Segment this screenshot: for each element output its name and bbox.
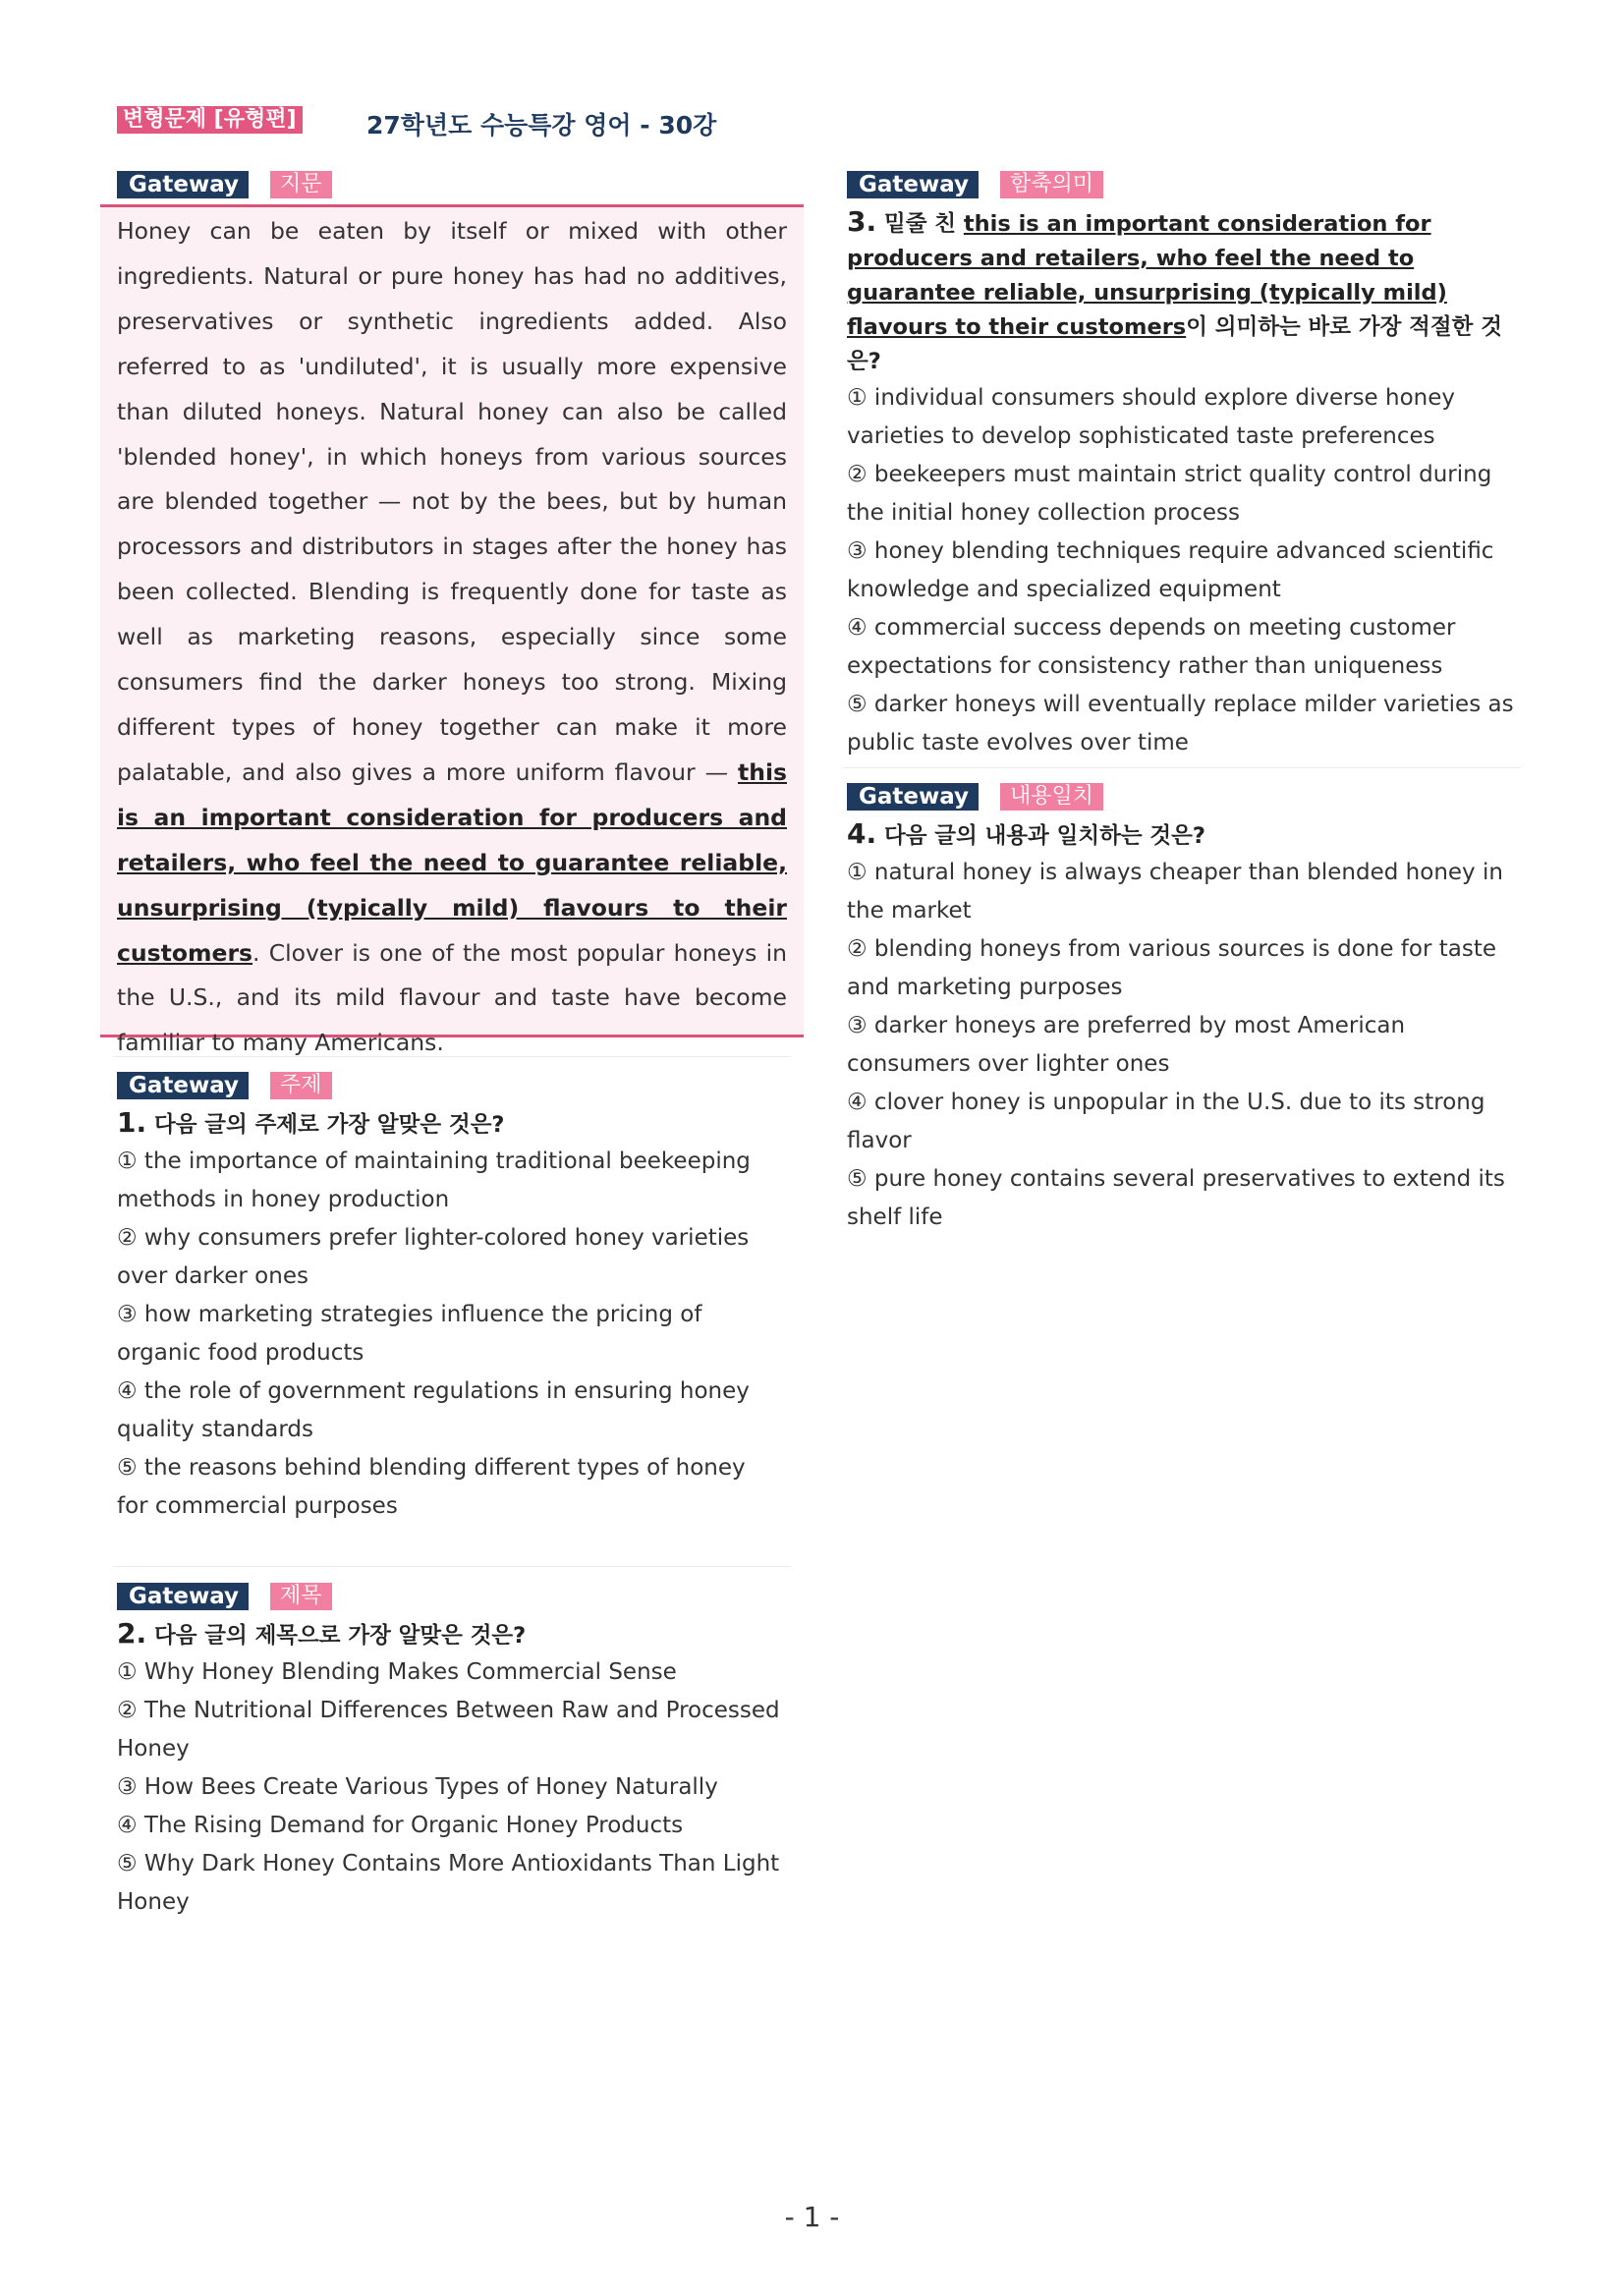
gateway-badge: Gateway — [847, 783, 979, 811]
passage-tag-row — [117, 171, 332, 198]
gateway-badge: Gateway — [117, 171, 249, 198]
worksheet-type-label: 변형문제 [유형편] — [117, 106, 303, 134]
question-2 — [117, 1583, 785, 1922]
question-2-prompt — [117, 1616, 785, 1653]
category-badge: 제목 — [270, 1583, 332, 1610]
question-number: 3. — [847, 205, 877, 238]
question-4-tag-row — [847, 783, 1521, 811]
option-5: ⑤ pure honey contains several preservatives to extend its shelf life — [847, 1166, 1505, 1230]
question-prefix: 밑줄 친 — [883, 211, 957, 237]
gateway-badge: Gateway — [847, 171, 979, 198]
passage-underlined-text: this is an important consideration for producers and retailers, who feel the need to guarantee reliable, unsurprising (typically mild) flavours to their customers — [117, 757, 787, 967]
option-5: ⑤ Why Dark Honey Contains More Antioxidants Than Light Honey — [117, 1851, 780, 1915]
question-text: 다음 글의 주제로 가장 알맞은 것은? — [153, 1112, 505, 1138]
question-4 — [847, 783, 1521, 1237]
category-badge: 내용일치 — [1000, 783, 1103, 811]
option-2: ② why consumers prefer lighter-colored honey varieties over darker ones — [117, 1225, 750, 1289]
option-4: ④ the role of government regulations in ensuring honey quality standards — [117, 1378, 750, 1442]
category-badge: 함축의미 — [1000, 171, 1103, 198]
option-1: ① Why Honey Blending Makes Commercial Sense — [117, 1659, 677, 1685]
divider — [113, 1566, 791, 1567]
option-4: ④ The Rising Demand for Organic Honey Products — [117, 1813, 684, 1838]
option-5: ⑤ darker honeys will eventually replace milder varieties as public taste evolves over time — [847, 692, 1514, 756]
question-4-prompt — [847, 816, 1521, 854]
option-3: ③ How Bees Create Various Types of Honey Naturally — [117, 1774, 718, 1800]
question-suffix: 이 의미하는 바로 가장 적절한 것은? — [847, 314, 1502, 374]
question-3-prompt — [847, 204, 1521, 379]
option-3: ③ honey blending techniques require advanced scientific knowledge and specialized equipment — [847, 538, 1494, 602]
option-2: ② beekeepers must maintain strict quality control during the initial honey collection process — [847, 462, 1492, 526]
option-1: ① individual consumers should explore diverse honey varieties to develop sophisticated taste preferences — [847, 385, 1456, 449]
page-title: 27학년도 수능특강 영어 - 30강 — [366, 111, 717, 140]
passage-text-before: Honey can be eaten by itself or mixed with other ingredients. Natural or pure honey has had no additives, preservatives or synthetic ingredients added. Also referred to as 'undiluted', it is usually more expensive than diluted honeys. Natural honey can also be called 'blended honey', in which honeys from various sources are blended together — not by the bees, but by human processors and distributors in stages after the honey has been collected. Blending is frequently done for taste as well as marketing reasons, especially since some consumers find the darker honeys too strong. Mixing different types of honey together can make it more palatable, and also gives a more uniform flavour — — [117, 217, 787, 786]
option-3: ③ darker honeys are preferred by most American consumers over lighter ones — [847, 1013, 1406, 1077]
gateway-badge: Gateway — [117, 1583, 249, 1610]
option-4: ④ clover honey is unpopular in the U.S. due to its strong flavor — [847, 1090, 1485, 1153]
option-1: ① natural honey is always cheaper than blended honey in the market — [847, 860, 1503, 924]
passage-text-after: . Clover is one of the most popular honeys in the U.S., and its mild flavour and taste have become familiar to many Americans. — [117, 938, 787, 1057]
divider — [113, 1056, 791, 1057]
passage-text — [100, 207, 804, 1066]
divider — [843, 767, 1521, 768]
option-5: ⑤ the reasons behind blending different types of honey for commercial purposes — [117, 1455, 746, 1519]
question-3 — [847, 171, 1521, 762]
option-2: ② blending honeys from various sources is done for taste and marketing purposes — [847, 936, 1497, 1000]
question-text: 다음 글의 내용과 일치하는 것은? — [883, 823, 1205, 849]
question-number: 4. — [847, 817, 877, 850]
category-badge: 지문 — [270, 171, 332, 198]
question-underlined-text: this is an important consideration for producers and retailers, who feel the need to guarantee reliable, unsurprising (typically mild) flavours to their customers — [847, 211, 1447, 340]
question-3-tag-row — [847, 171, 1521, 198]
passage-box — [100, 204, 804, 1057]
option-4: ④ commercial success depends on meeting customer expectations for consistency rather than uniqueness — [847, 615, 1456, 679]
question-number: 1. — [117, 1106, 147, 1139]
category-badge: 주제 — [270, 1072, 332, 1099]
question-text: 다음 글의 제목으로 가장 알맞은 것은? — [153, 1623, 527, 1649]
option-1: ① the importance of maintaining traditional beekeeping methods in honey production — [117, 1148, 751, 1212]
gateway-badge: Gateway — [117, 1072, 249, 1099]
option-2: ② The Nutritional Differences Between Raw and Processed Honey — [117, 1698, 780, 1762]
question-1-prompt — [117, 1105, 765, 1143]
question-number: 2. — [117, 1617, 147, 1650]
page-number: - 1 - — [784, 2201, 840, 2233]
question-1 — [117, 1072, 765, 1526]
header — [117, 106, 303, 134]
option-3: ③ how marketing strategies influence the pricing of organic food products — [117, 1302, 702, 1366]
question-1-tag-row — [117, 1072, 765, 1099]
question-2-tag-row — [117, 1583, 785, 1610]
